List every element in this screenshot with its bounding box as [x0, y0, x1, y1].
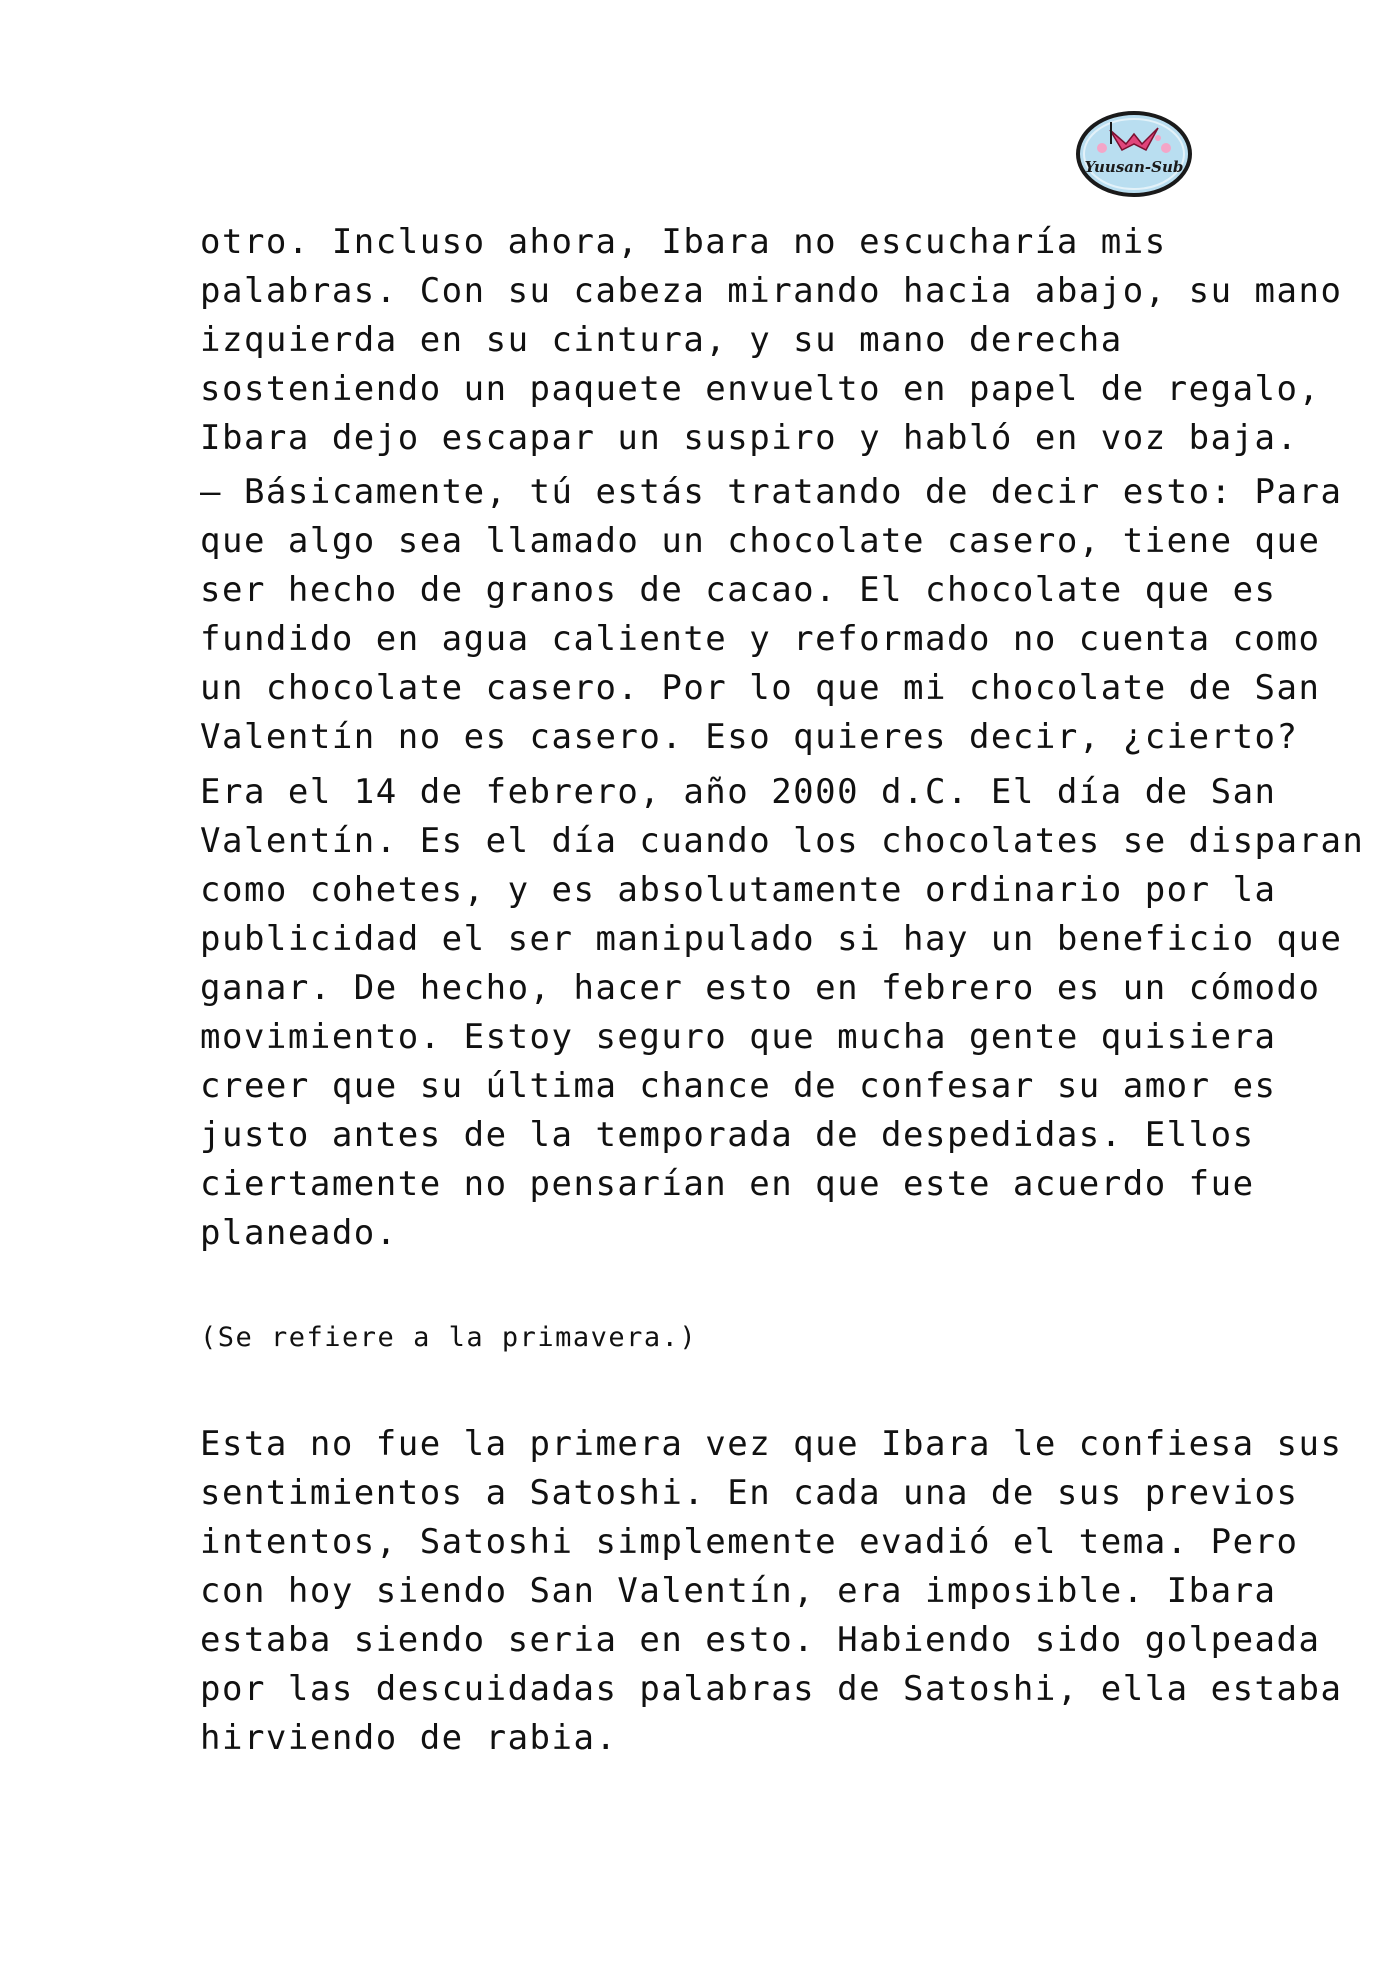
text-line: un chocolate casero. Por lo que mi chocolate de San: [200, 668, 1321, 708]
text-line: ser hecho de granos de cacao. El chocolate que es: [200, 570, 1277, 610]
text-line: fundido en agua caliente y reformado no cuenta como: [200, 619, 1321, 659]
text-line: como cohetes, y es absolutamente ordinario por la: [200, 870, 1277, 910]
text-line: que algo sea llamado un chocolate casero, tiene que: [200, 521, 1321, 561]
text-line: Esta no fue la primera vez que Ibara le confiesa sus: [200, 1424, 1343, 1464]
text-line: movimiento. Estoy seguro que mucha gente quisiera: [200, 1017, 1277, 1057]
yuusan-sub-logo: [1074, 104, 1194, 198]
text-line: Ibara dejo escapar un suspiro y habló en voz baja.: [200, 418, 1299, 458]
text-line: justo antes de la temporada de despedidas. Ellos: [200, 1115, 1255, 1155]
logo-bubble-icon: [1074, 104, 1194, 198]
paragraph-1: [200, 218, 1343, 463]
text-line: con hoy siendo San Valentín, era imposible. Ibara: [200, 1571, 1277, 1611]
text-line: estaba siendo seria en esto. Habiendo sido golpeada: [200, 1620, 1321, 1660]
paragraph-2-dialogue: [200, 468, 1343, 762]
text-line: Valentín. Es el día cuando los chocolates se disparan: [200, 821, 1365, 861]
text-line: – Básicamente, tú estás tratando de decir esto: Para: [200, 472, 1343, 512]
text-line: Valentín no es casero. Eso quieres decir, ¿cierto?: [200, 717, 1299, 757]
text-line: hirviendo de rabia.: [200, 1718, 618, 1758]
translator-note: (Se refiere a la primavera.): [200, 1322, 698, 1353]
text-line: creer que su última chance de confesar su amor es: [200, 1066, 1277, 1106]
text-line: sosteniendo un paquete envuelto en papel de regalo,: [200, 369, 1321, 409]
text-line: por las descuidadas palabras de Satoshi, ella estaba: [200, 1669, 1343, 1709]
text-line: Era el 14 de febrero, año 2000 d.C. El día de San: [200, 772, 1277, 812]
text-line: planeado.: [200, 1213, 398, 1253]
text-line: palabras. Con su cabeza mirando hacia abajo, su mano: [200, 271, 1343, 311]
text-line: sentimientos a Satoshi. En cada una de sus previos: [200, 1473, 1299, 1513]
text-line: izquierda en su cintura, y su mano derecha: [200, 320, 1123, 360]
paragraph-3: [200, 768, 1365, 1258]
text-line: ciertamente no pensarían en que este acuerdo fue: [200, 1164, 1255, 1204]
text-line: intentos, Satoshi simplemente evadió el tema. Pero: [200, 1522, 1299, 1562]
text-line: ganar. De hecho, hacer esto en febrero es un cómodo: [200, 968, 1321, 1008]
text-line: publicidad el ser manipulado si hay un beneficio que: [200, 919, 1343, 959]
paragraph-4: [200, 1420, 1343, 1763]
logo-text: Yuusan-Sub: [1084, 158, 1184, 176]
text-line: otro. Incluso ahora, Ibara no escucharía mis: [200, 222, 1167, 262]
